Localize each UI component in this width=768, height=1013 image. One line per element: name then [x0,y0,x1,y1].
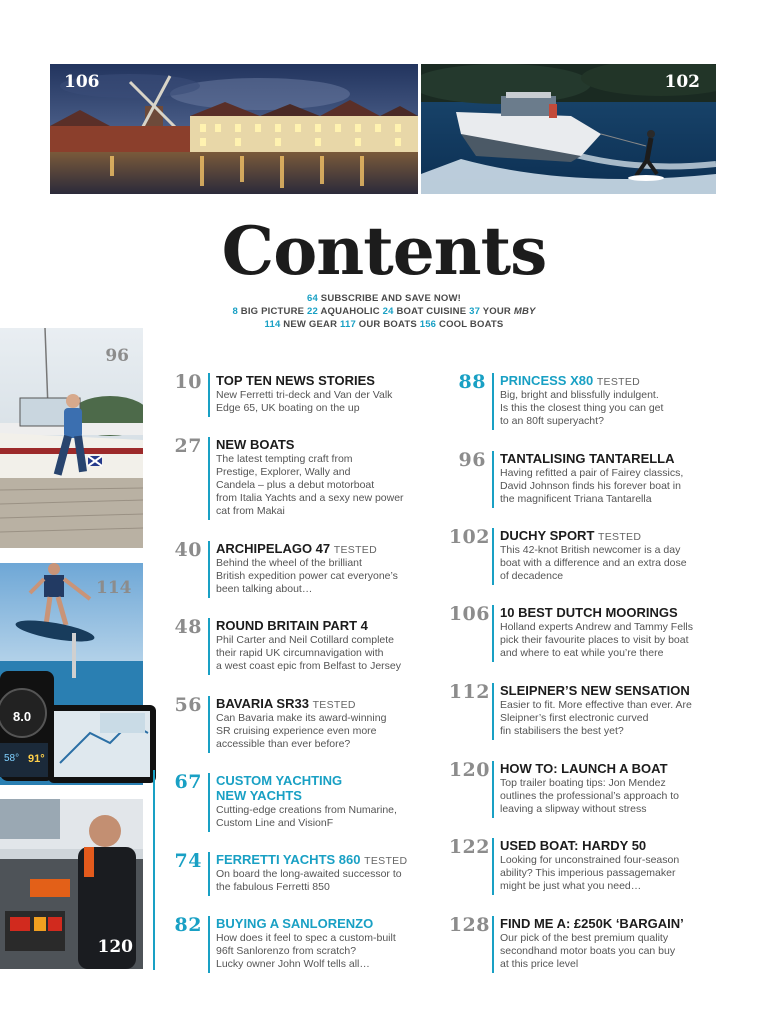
entry-description-line: New Ferretti tri-deck and Van der Valk [216,389,393,401]
entry-description-line: Holland experts Andrew and Tammy Fells [500,621,693,633]
entry-title [500,451,675,466]
entry-title [216,696,356,713]
entry-title [500,838,646,853]
strap-line-2 [0,306,768,317]
entry-description-line: secondhand motor boats you can buy [500,945,676,957]
entry-description [216,804,397,830]
entry-rule [208,541,210,598]
photo-page-number: 96 [105,346,129,366]
entry-description-line: On board the long-awaited successor to [216,868,402,880]
entry-description [500,389,663,428]
entry-title-text: BAVARIA SR33 [216,696,309,711]
entry-rule [208,618,210,675]
entry-description-line: ability? This imperious passagemaker [500,867,676,879]
entry-description-line: Cutting-edge creations from Numarine, [216,804,397,816]
entry-title-text: USED BOAT: HARDY 50 [500,838,647,853]
strap-page-number: 117 [340,319,356,330]
entry-title [500,373,640,390]
entry-rule [208,696,210,753]
strap-page-number: 156 [419,319,437,330]
strap-line-1 [0,293,768,304]
strap-page-number: 37 [469,306,481,317]
photo-dutch-harbour [50,64,418,194]
entry-description-line: to an 80ft superyacht? [500,415,604,427]
entry-description [500,854,679,893]
entry-title-text: FIND ME A: £250K ‘BARGAIN’ [500,916,684,931]
entry-description-line: and where to eat while you’re there [500,647,664,659]
photo-page-number: 106 [64,72,100,92]
entry-title [500,683,690,698]
entry-title [500,528,641,545]
entry-description [500,777,679,816]
strap-text: AQUAHOLIC [318,306,383,317]
photo-efoil-and-plotter [0,563,156,785]
entry-description-line: Is this the closest thing you can get [500,402,664,414]
strap-text: BIG PICTURE [237,306,308,317]
entry-description-line: Our pick of the best premium quality [500,932,669,944]
entry-description-line: their rapid UK circumnavigation with [216,647,384,659]
entry-title [500,605,678,620]
entry-description [216,453,404,518]
tested-label: TESTED [364,855,408,867]
entry-title-text: 10 BEST DUTCH MOORINGS [500,605,678,620]
strap-page-number: 8 [232,306,238,317]
entry-description-line: 96ft Sanlorenzo from scratch? [216,945,357,957]
entry-description-line: Prestige, Explorer, Wally and [216,466,351,478]
entry-description-line: Top trailer boating tips: Jon Mendez [500,777,666,789]
entry-title [500,916,684,931]
entry-description [500,544,687,583]
tested-label: TESTED [596,376,641,388]
entry-title [216,916,373,931]
entry-description [216,557,398,596]
entry-description-line: David Johnson finds his forever boat in [500,480,681,492]
entry-page-number: 10 [174,371,202,393]
entry-rule [492,605,494,662]
entry-description-line: Lucky owner John Wolf tells all… [216,958,370,970]
entry-description-line: Sleipner’s first electronic curved [500,712,649,724]
entry-description [500,932,675,971]
entry-rule [208,852,210,896]
entry-rule [492,451,494,508]
gauge-reading: 91° [28,753,45,765]
entry-rule [492,761,494,818]
entry-rule [208,437,210,520]
photo-boat-wakeboard [421,64,716,194]
entry-title-text: BUYING A SANLORENZO [216,916,374,931]
page-title: Contents [221,212,547,290]
entry-page-number: 48 [174,616,202,638]
entry-description-line: Edge 65, UK boating on the up [216,402,360,414]
entry-page-number: 74 [174,850,202,872]
photo-page-number: 102 [664,72,700,92]
entry-page-number: 106 [448,603,490,625]
entry-description-line: Phil Carter and Neil Cotillard complete [216,634,394,646]
entry-description-line: Having refitted a pair of Fairey classics, [500,467,684,479]
photo-man-with-trailer [0,799,143,969]
entry-description-line: at this price level [500,958,579,970]
entry-description-line: Looking for unconstrained four-season [500,854,680,866]
entry-title [216,773,342,803]
entry-page-number: 102 [448,526,490,548]
entry-description-line: Easier to fit. More effective than ever. Are [500,699,692,711]
entry-rule [208,916,210,973]
entry-page-number: 112 [448,681,490,703]
entry-description [216,389,392,415]
entry-page-number: 88 [458,371,486,393]
entry-description [216,932,396,971]
entry-description-line: How does it feel to spec a custom-built [216,932,396,944]
entry-description-line: boat with a difference and an extra dose [500,557,687,569]
strap-text: NEW GEAR [280,319,340,330]
strap-text: COOL BOATS [436,319,504,330]
entry-rule [492,838,494,895]
entry-page-number: 128 [448,914,490,936]
entry-page-number: 96 [458,449,486,471]
entry-title [216,618,368,633]
strap-text: SUBSCRIBE AND SAVE NOW! [317,293,462,304]
entry-description-line: pick their favourite places to visit by boat [500,634,689,646]
entry-title-text: SLEIPNER’S NEW SENSATION [500,683,690,698]
entry-description-line: the magnificent Triana Tantarella [500,493,652,505]
entry-description-line: Candela – plus a debut motorboat [216,479,375,491]
entry-title-text: CUSTOM YACHTING [216,773,343,788]
entry-rule [492,683,494,740]
entry-title [216,852,407,869]
entry-description [500,467,683,506]
entry-description-line: a west coast epic from Belfast to Jersey [216,660,401,672]
strap-page-number: 22 [307,306,318,317]
entry-description-line: Behind the wheel of the brilliant [216,557,362,569]
entry-description-line: Big, bright and blissfully indulgent. [500,389,659,401]
entry-page-number: 122 [448,836,490,858]
entry-title [216,437,294,452]
entry-title-text: TOP TEN NEWS STORIES [216,373,375,388]
entry-description [500,699,692,738]
entry-description-line: Custom Line and VisionF [216,817,334,829]
strap-page-number: 24 [382,306,394,317]
entry-title-text: HOW TO: LAUNCH A BOAT [500,761,668,776]
entry-rule [492,528,494,585]
entry-page-number: 82 [174,914,202,936]
entry-title-text: TANTALISING TANTARELLA [500,451,675,466]
entry-rule [208,373,210,417]
gauge-reading: 58° [4,753,20,764]
entry-description-line: the fabulous Ferretti 850 [216,881,330,893]
strap-text-italic: MBY [513,306,536,317]
entry-page-number: 120 [448,759,490,781]
entry-rule [492,916,494,973]
entry-title-text: NEW BOATS [216,437,295,452]
entry-title-text: NEW YACHTS [216,788,302,803]
tested-label: TESTED [598,531,642,543]
strap-text: YOUR [480,306,514,317]
entry-title-text: DUCHY SPORT [500,528,595,543]
entry-title-text: ROUND BRITAIN PART 4 [216,618,368,633]
entry-description [500,621,693,660]
entry-rule [208,773,210,832]
strap-page-number: 114 [264,319,281,330]
entry-description-line: The latest tempting craft from [216,453,353,465]
entry-description-line: cat from Makai [216,505,285,517]
entry-description-line: This 42-knot British newcomer is a day [500,544,681,556]
entry-page-number: 67 [174,771,202,793]
entry-description-line: British expedition power cat everyone’s [216,570,398,582]
section-rule [153,770,155,970]
tested-label: TESTED [312,699,356,711]
entry-page-number: 40 [174,539,202,561]
entry-description-line: leaving a slipway without stress [500,803,647,815]
entry-title-text: FERRETTI YACHTS 860 [216,852,361,867]
entry-description-line: Can Bavaria make its award-winning [216,712,387,724]
entry-title [500,761,668,776]
photo-page-number: 114 [96,578,132,598]
entry-description-line: of decadence [500,570,564,582]
entry-description-line: might be just what you need… [500,880,642,892]
entry-page-number: 27 [174,435,202,457]
entry-description-line: fin stabilisers the best yet? [500,725,624,737]
entry-description [216,634,401,673]
entry-title-text: ARCHIPELAGO 47 [216,541,331,556]
entry-title-text: PRINCESS X80 [500,373,594,388]
photo-page-number: 120 [97,937,133,957]
entry-description [216,712,386,751]
entry-page-number: 56 [174,694,202,716]
entry-title [216,541,377,558]
entry-description-line: been talking about… [216,583,313,595]
entry-description [216,868,402,894]
gauge-reading: 8.0 [13,709,32,724]
tested-label: TESTED [333,544,377,556]
entry-rule [492,373,494,430]
entry-description-line: SR cruising experience even more [216,725,377,737]
entry-description-line: outlines the professional’s approach to [500,790,680,802]
strap-page-number: 64 [306,293,318,304]
photo-man-on-boat [0,328,143,548]
entry-description-line: from Italia Yachts and a sexy new power [216,492,404,504]
entry-title [216,373,375,388]
entry-description-line: accessible than ever before? [216,738,351,750]
strap-text: OUR BOATS [355,319,420,330]
strap-text: BOAT CUISINE [393,306,470,317]
